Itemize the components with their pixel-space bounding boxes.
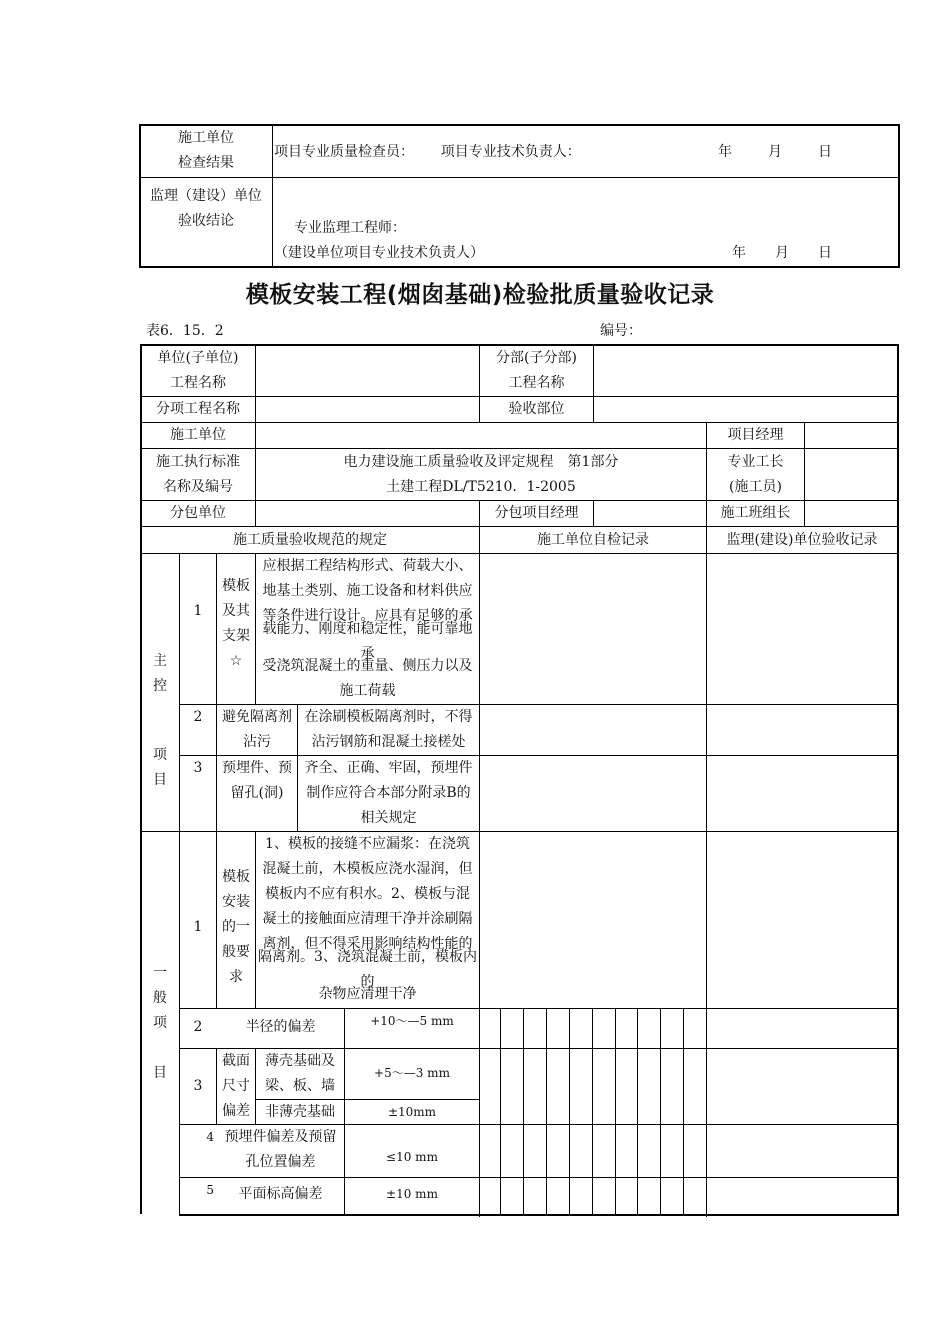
supervision-conclusion-label-2: 验收结论 bbox=[178, 213, 234, 229]
general-item-5-name: 平面标高偏差 bbox=[238, 1186, 323, 1202]
main-item-3-number: 3 bbox=[193, 760, 203, 776]
standard-value-2: 土建工程DL/T5210．1-2005 bbox=[386, 479, 576, 495]
main-item-1-name-4: ☆ bbox=[229, 653, 243, 669]
main-item-3-req-2: 制作应符合本部分附录B的 bbox=[306, 785, 471, 801]
subitem-name-label: 分项工程名称 bbox=[156, 401, 240, 417]
table-number: 表6．15．2 bbox=[146, 322, 224, 339]
foreman-label-1: 专业工长 bbox=[727, 454, 784, 470]
general-item-1-req-6: 隔离剂。3、浇筑混凝土前，模板内的 bbox=[258, 948, 477, 990]
main-item-1-name-2: 及其 bbox=[222, 603, 250, 619]
foreman-label-2: (施工员) bbox=[729, 479, 782, 495]
general-item-1-name-2: 安装 bbox=[222, 894, 250, 910]
column-supervision: 监理(建设)单位验收记录 bbox=[726, 531, 878, 548]
general-item-1-req-4: 凝土的接触面应清理干净并涂刷隔 bbox=[262, 911, 473, 927]
general-item-3-sub1-tolerance: +5～—3 mm bbox=[374, 1066, 450, 1080]
general-item-5-tolerance: ±10 mm bbox=[386, 1187, 438, 1201]
main-item-1-req-5: 受浇筑混凝土的重量、侧压力以及 bbox=[262, 658, 473, 674]
general-item-4-tolerance: ≤10 mm bbox=[386, 1150, 438, 1164]
general-char-4: 目 bbox=[153, 1065, 167, 1081]
contractor-check-label-2: 检查结果 bbox=[178, 155, 234, 171]
general-item-1-req-1: 1、模板的接缝不应漏浆：在浇筑 bbox=[265, 836, 470, 852]
main-item-1-req-4: 载能力、刚度和稳定性，能可靠地承 bbox=[262, 620, 473, 662]
general-item-3-name-2: 尺寸 bbox=[222, 1078, 250, 1094]
main-item-2-name-1: 避免隔离剂 bbox=[222, 709, 292, 725]
year-label-2: 年 bbox=[732, 245, 746, 261]
general-item-2-name: 半径的偏差 bbox=[245, 1019, 316, 1035]
month-label-2: 月 bbox=[775, 245, 789, 261]
main-control-char-3: 项 bbox=[153, 747, 167, 763]
main-item-3-name-1: 预埋件、预 bbox=[222, 760, 292, 776]
day-label-2: 日 bbox=[818, 245, 832, 261]
main-item-2-name-2: 沾污 bbox=[243, 734, 271, 750]
general-char-2: 般 bbox=[153, 990, 167, 1006]
project-manager-label: 项目经理 bbox=[727, 427, 784, 443]
main-control-char-4: 目 bbox=[153, 772, 167, 788]
main-item-3-req-3: 相关规定 bbox=[360, 810, 417, 826]
main-item-1-req-6: 施工荷载 bbox=[339, 683, 396, 699]
page-title: 模板安装工程(烟囱基础)检验批质量验收记录 bbox=[245, 281, 715, 308]
acceptance-part-label: 验收部位 bbox=[508, 401, 565, 417]
general-item-3-name-3: 偏差 bbox=[222, 1103, 250, 1119]
general-item-3-name-1: 截面 bbox=[222, 1053, 250, 1069]
general-char-1: 一 bbox=[153, 965, 167, 981]
general-item-1-req-2: 混凝土前，木模板应浇水湿润，但 bbox=[262, 861, 473, 877]
supervision-conclusion-label-1: 监理（建设）单位 bbox=[150, 188, 262, 204]
owner-tech-lead: （建设单位项目专业技术负责人） bbox=[274, 245, 484, 261]
general-item-1-number: 1 bbox=[193, 919, 203, 935]
main-item-1-req-3: 等条件进行设计。应具有足够的承 bbox=[262, 608, 473, 624]
general-item-3-sub2-tolerance: ±10mm bbox=[387, 1104, 437, 1119]
main-item-3-name-2: 留孔(洞) bbox=[230, 785, 284, 801]
general-item-3-sub1-name-1: 薄壳基础及 bbox=[265, 1053, 335, 1069]
general-item-1-name-5: 求 bbox=[229, 969, 243, 985]
general-item-3-number: 3 bbox=[193, 1078, 203, 1094]
main-control-char-1: 主 bbox=[153, 653, 167, 669]
contractor-check-label-1: 施工单位 bbox=[178, 130, 234, 146]
standard-label-1: 施工执行标准 bbox=[156, 454, 240, 470]
division-name-label-1: 分部(子分部) bbox=[496, 350, 577, 366]
main-item-1-number: 1 bbox=[193, 603, 203, 619]
unit-name-label-1: 单位(子单位) bbox=[157, 350, 239, 366]
column-spec: 施工质量验收规范的规定 bbox=[233, 531, 387, 548]
general-item-1-name-1: 模板 bbox=[222, 869, 250, 885]
general-item-3-sub1-name-2: 梁、板、墙 bbox=[265, 1078, 335, 1094]
main-item-1-req-2: 地基土类别、施工设备和材料供应 bbox=[262, 583, 473, 599]
general-item-2-number: 2 bbox=[193, 1019, 203, 1035]
general-item-1-name-3: 的一 bbox=[222, 919, 250, 935]
main-item-1-name-1: 模板 bbox=[222, 578, 250, 594]
general-item-1-req-7: 杂物应清理干净 bbox=[318, 986, 417, 1002]
general-item-4-number: 4 bbox=[206, 1130, 214, 1144]
team-leader-label: 施工班组长 bbox=[720, 505, 791, 521]
main-item-2-req-1: 在涂刷模板隔离剂时，不得 bbox=[304, 709, 473, 725]
general-item-5-number: 5 bbox=[206, 1183, 214, 1197]
supervision-engineer: 专业监理工程师： bbox=[294, 220, 406, 236]
main-item-1-req-1: 应根据工程结构形式、荷载大小、 bbox=[262, 558, 473, 574]
main-item-2-number: 2 bbox=[193, 709, 203, 725]
day-label: 日 bbox=[818, 144, 832, 160]
division-name-label-2: 工程名称 bbox=[508, 375, 565, 391]
year-label: 年 bbox=[718, 144, 732, 160]
sub-pm-label: 分包项目经理 bbox=[494, 505, 579, 521]
general-item-3-sub2-name: 非薄壳基础 bbox=[265, 1103, 335, 1120]
main-control-char-2: 控 bbox=[153, 678, 167, 694]
column-self-check: 施工单位自检记录 bbox=[537, 531, 649, 548]
general-char-3: 项 bbox=[153, 1015, 167, 1031]
contractor-label: 施工单位 bbox=[170, 427, 226, 443]
general-item-1-req-5: 离剂，但不得采用影响结构性能的 bbox=[262, 936, 473, 952]
general-item-1-name-4: 般要 bbox=[222, 944, 250, 960]
main-item-3-req-1: 齐全、正确、牢固，预埋件 bbox=[304, 760, 473, 776]
main-item-2-req-2: 沾污钢筋和混凝土接槎处 bbox=[311, 734, 466, 750]
main-item-1-name-3: 支架 bbox=[222, 628, 250, 644]
general-item-1-req-3: 模板内不应有积水。2、模板与混 bbox=[265, 886, 470, 902]
serial-number-label: 编号： bbox=[600, 322, 642, 339]
general-item-4-name-1: 预埋件偏差及预留 bbox=[224, 1129, 337, 1145]
general-item-2-tolerance: +10～—5 mm bbox=[370, 1014, 454, 1028]
unit-name-label-2: 工程名称 bbox=[170, 375, 226, 391]
standard-label-2: 名称及编号 bbox=[163, 479, 233, 495]
contractor-check-content: 项目专业质量检查员： 项目专业技术负责人： bbox=[274, 144, 581, 160]
general-item-4-name-2: 孔位置偏差 bbox=[245, 1154, 316, 1170]
standard-value-1: 电力建设施工质量验收及评定规程 第1部分 bbox=[343, 454, 619, 470]
subcontractor-label: 分包单位 bbox=[170, 505, 226, 521]
month-label: 月 bbox=[768, 144, 782, 160]
